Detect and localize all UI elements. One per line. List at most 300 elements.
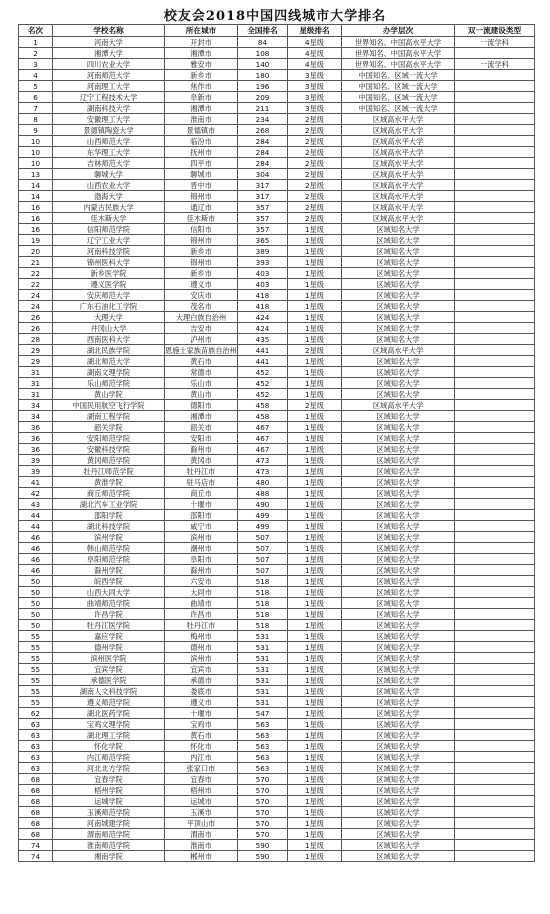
cell-school-name: 山西农业大学 [53, 180, 165, 191]
cell-star-rating: 1星级 [288, 290, 342, 301]
cell-school-name: 宝鸡文理学院 [53, 719, 165, 730]
cell-level: 区域知名大学 [342, 224, 455, 235]
cell-city: 黄石市 [165, 730, 238, 741]
cell-star-rating: 2星级 [288, 180, 342, 191]
cell-double-first-class [455, 147, 535, 158]
cell-double-first-class [455, 235, 535, 246]
cell-school-name: 山西大同大学 [53, 587, 165, 598]
cell-school-name: 渭南师范学院 [53, 829, 165, 840]
cell-city: 玉溪市 [165, 807, 238, 818]
cell-city: 新乡市 [165, 70, 238, 81]
cell-school-name: 湖南人文科技学院 [53, 686, 165, 697]
table-body [19, 37, 535, 862]
cell-city: 邵阳市 [165, 510, 238, 521]
cell-school-name: 淮南师范学院 [53, 840, 165, 851]
cell-rank: 14 [19, 191, 53, 202]
cell-star-rating: 1星级 [288, 444, 342, 455]
cell-rank: 21 [19, 257, 53, 268]
cell-star-rating: 1星级 [288, 334, 342, 345]
cell-city: 通辽市 [165, 202, 238, 213]
table-row [19, 752, 535, 763]
cell-level: 区域知名大学 [342, 356, 455, 367]
cell-level: 区域知名大学 [342, 444, 455, 455]
cell-level: 区域知名大学 [342, 411, 455, 422]
cell-national-rank: 424 [238, 312, 288, 323]
cell-national-rank: 531 [238, 653, 288, 664]
cell-national-rank: 441 [238, 345, 288, 356]
cell-city: 牡丹江市 [165, 620, 238, 631]
cell-national-rank: 211 [238, 103, 288, 114]
table-row [19, 598, 535, 609]
table-row [19, 422, 535, 433]
cell-national-rank: 531 [238, 697, 288, 708]
cell-national-rank: 209 [238, 92, 288, 103]
cell-star-rating: 1星级 [288, 323, 342, 334]
cell-national-rank: 317 [238, 180, 288, 191]
cell-national-rank: 570 [238, 818, 288, 829]
cell-level: 区域知名大学 [342, 774, 455, 785]
cell-level: 区域知名大学 [342, 785, 455, 796]
table-row [19, 345, 535, 356]
cell-star-rating: 1星级 [288, 510, 342, 521]
cell-city: 梧州市 [165, 785, 238, 796]
cell-level: 区域知名大学 [342, 818, 455, 829]
cell-rank: 62 [19, 708, 53, 719]
cell-national-rank: 234 [238, 114, 288, 125]
cell-rank: 26 [19, 323, 53, 334]
cell-rank: 74 [19, 840, 53, 851]
cell-double-first-class [455, 477, 535, 488]
cell-rank: 50 [19, 587, 53, 598]
table-row [19, 653, 535, 664]
cell-school-name: 湖南科技大学 [53, 103, 165, 114]
cell-city: 十堰市 [165, 708, 238, 719]
cell-rank: 68 [19, 807, 53, 818]
cell-city: 新乡市 [165, 246, 238, 257]
cell-star-rating: 4星级 [288, 59, 342, 70]
cell-double-first-class [455, 653, 535, 664]
cell-national-rank: 590 [238, 840, 288, 851]
table-row [19, 81, 535, 92]
cell-double-first-class [455, 587, 535, 598]
cell-school-name: 许昌学院 [53, 609, 165, 620]
cell-city: 信阳市 [165, 224, 238, 235]
cell-star-rating: 2星级 [288, 202, 342, 213]
cell-star-rating: 1星级 [288, 378, 342, 389]
cell-rank: 2 [19, 48, 53, 59]
cell-national-rank: 84 [238, 37, 288, 48]
cell-rank: 41 [19, 477, 53, 488]
cell-star-rating: 1星级 [288, 411, 342, 422]
cell-national-rank: 570 [238, 829, 288, 840]
cell-double-first-class [455, 763, 535, 774]
cell-double-first-class [455, 345, 535, 356]
table-row [19, 587, 535, 598]
cell-rank: 34 [19, 400, 53, 411]
cell-national-rank: 441 [238, 356, 288, 367]
cell-double-first-class [455, 323, 535, 334]
cell-rank: 46 [19, 565, 53, 576]
cell-school-name: 河南理工大学 [53, 81, 165, 92]
cell-double-first-class [455, 257, 535, 268]
cell-double-first-class [455, 642, 535, 653]
cell-school-name: 黄山学院 [53, 389, 165, 400]
cell-rank: 5 [19, 81, 53, 92]
cell-national-rank: 563 [238, 763, 288, 774]
cell-school-name: 商丘师范学院 [53, 488, 165, 499]
cell-school-name: 牡丹江医学院 [53, 620, 165, 631]
cell-star-rating: 1星级 [288, 851, 342, 862]
cell-double-first-class [455, 92, 535, 103]
cell-national-rank: 499 [238, 510, 288, 521]
cell-city: 佳木斯市 [165, 213, 238, 224]
cell-level: 区域知名大学 [342, 642, 455, 653]
cell-star-rating: 1星级 [288, 466, 342, 477]
cell-national-rank: 480 [238, 477, 288, 488]
table-row [19, 246, 535, 257]
cell-city: 临汾市 [165, 136, 238, 147]
table-row [19, 499, 535, 510]
cell-double-first-class [455, 543, 535, 554]
cell-level: 区域知名大学 [342, 697, 455, 708]
cell-city: 张家口市 [165, 763, 238, 774]
cell-rank: 44 [19, 510, 53, 521]
cell-national-rank: 458 [238, 400, 288, 411]
cell-school-name: 河南城建学院 [53, 818, 165, 829]
cell-level: 中国知名、区域一流大学 [342, 70, 455, 81]
cell-star-rating: 1星级 [288, 235, 342, 246]
cell-city: 德阳市 [165, 400, 238, 411]
cell-level: 区域高水平大学 [342, 202, 455, 213]
cell-rank: 50 [19, 576, 53, 587]
cell-national-rank: 570 [238, 774, 288, 785]
cell-star-rating: 1星级 [288, 631, 342, 642]
cell-star-rating: 1星级 [288, 488, 342, 499]
cell-national-rank: 570 [238, 807, 288, 818]
cell-national-rank: 452 [238, 389, 288, 400]
cell-school-name: 西南医科大学 [53, 334, 165, 345]
cell-level: 区域知名大学 [342, 851, 455, 862]
cell-double-first-class [455, 829, 535, 840]
cell-school-name: 景德镇陶瓷大学 [53, 125, 165, 136]
cell-double-first-class [455, 697, 535, 708]
cell-rank: 31 [19, 367, 53, 378]
cell-national-rank: 518 [238, 598, 288, 609]
cell-double-first-class: 一流学科 [455, 59, 535, 70]
cell-school-name: 内蒙古民族大学 [53, 202, 165, 213]
column-header-level: 办学层次 [342, 25, 455, 37]
cell-city: 内江市 [165, 752, 238, 763]
table-row [19, 444, 535, 455]
cell-city: 锦州市 [165, 235, 238, 246]
table-row [19, 532, 535, 543]
table-row [19, 708, 535, 719]
cell-star-rating: 1星级 [288, 598, 342, 609]
table-row [19, 389, 535, 400]
cell-star-rating: 1星级 [288, 730, 342, 741]
cell-level: 区域高水平大学 [342, 180, 455, 191]
cell-star-rating: 2星级 [288, 400, 342, 411]
cell-school-name: 四川农业大学 [53, 59, 165, 70]
cell-national-rank: 563 [238, 730, 288, 741]
cell-school-name: 湖北师范大学 [53, 356, 165, 367]
cell-level: 区域高水平大学 [342, 191, 455, 202]
table-row [19, 433, 535, 444]
cell-level: 区域知名大学 [342, 730, 455, 741]
cell-rank: 36 [19, 433, 53, 444]
cell-double-first-class [455, 818, 535, 829]
cell-national-rank: 590 [238, 851, 288, 862]
cell-level: 区域知名大学 [342, 708, 455, 719]
table-row [19, 301, 535, 312]
cell-rank: 10 [19, 158, 53, 169]
cell-level: 区域知名大学 [342, 763, 455, 774]
cell-school-name: 河北北方学院 [53, 763, 165, 774]
cell-level: 区域知名大学 [342, 257, 455, 268]
cell-city: 滨州市 [165, 532, 238, 543]
cell-rank: 6 [19, 92, 53, 103]
cell-double-first-class [455, 752, 535, 763]
cell-national-rank: 507 [238, 532, 288, 543]
cell-rank: 1 [19, 37, 53, 48]
cell-city: 六安市 [165, 576, 238, 587]
cell-national-rank: 531 [238, 642, 288, 653]
cell-school-name: 广东石油化工学院 [53, 301, 165, 312]
cell-rank: 16 [19, 202, 53, 213]
cell-rank: 46 [19, 543, 53, 554]
cell-double-first-class [455, 719, 535, 730]
cell-school-name: 牡丹江师范学院 [53, 466, 165, 477]
cell-double-first-class [455, 81, 535, 92]
cell-national-rank: 452 [238, 378, 288, 389]
cell-city: 抚州市 [165, 147, 238, 158]
cell-star-rating: 1星级 [288, 521, 342, 532]
cell-double-first-class [455, 565, 535, 576]
cell-city: 潮州市 [165, 543, 238, 554]
cell-double-first-class [455, 686, 535, 697]
cell-city: 滁州市 [165, 444, 238, 455]
cell-national-rank: 317 [238, 191, 288, 202]
cell-national-rank: 531 [238, 686, 288, 697]
cell-national-rank: 393 [238, 257, 288, 268]
table-row [19, 202, 535, 213]
cell-rank: 20 [19, 246, 53, 257]
cell-star-rating: 1星级 [288, 697, 342, 708]
cell-national-rank: 268 [238, 125, 288, 136]
cell-school-name: 嘉应学院 [53, 631, 165, 642]
cell-star-rating: 2星级 [288, 147, 342, 158]
cell-city: 许昌市 [165, 609, 238, 620]
cell-star-rating: 1星级 [288, 477, 342, 488]
table-row [19, 719, 535, 730]
cell-city: 黄冈市 [165, 455, 238, 466]
table-row [19, 774, 535, 785]
cell-city: 焦作市 [165, 81, 238, 92]
cell-star-rating: 1星级 [288, 686, 342, 697]
cell-double-first-class [455, 433, 535, 444]
cell-star-rating: 1星级 [288, 312, 342, 323]
cell-level: 区域知名大学 [342, 499, 455, 510]
cell-school-name: 滁州学院 [53, 565, 165, 576]
cell-star-rating: 2星级 [288, 136, 342, 147]
table-row [19, 367, 535, 378]
table-row [19, 521, 535, 532]
table-row [19, 48, 535, 59]
cell-double-first-class [455, 741, 535, 752]
table-row [19, 609, 535, 620]
table-row [19, 642, 535, 653]
cell-school-name: 吉林师范大学 [53, 158, 165, 169]
column-header-double-first-class: 双一流建设类型 [455, 25, 535, 37]
cell-city: 安庆市 [165, 290, 238, 301]
cell-level: 区域知名大学 [342, 312, 455, 323]
cell-school-name: 黄冈师范学院 [53, 455, 165, 466]
cell-city: 怀化市 [165, 741, 238, 752]
cell-rank: 24 [19, 301, 53, 312]
cell-level: 区域知名大学 [342, 235, 455, 246]
cell-national-rank: 570 [238, 796, 288, 807]
cell-school-name: 新乡医学院 [53, 268, 165, 279]
cell-school-name: 德州学院 [53, 642, 165, 653]
cell-rank: 19 [19, 235, 53, 246]
table-row [19, 59, 535, 70]
cell-rank: 10 [19, 147, 53, 158]
cell-school-name: 安徽理工大学 [53, 114, 165, 125]
table-row [19, 730, 535, 741]
cell-level: 区域知名大学 [342, 389, 455, 400]
table-row [19, 631, 535, 642]
cell-star-rating: 1星级 [288, 642, 342, 653]
cell-city: 德州市 [165, 642, 238, 653]
cell-rank: 29 [19, 345, 53, 356]
cell-school-name: 信阳师范学院 [53, 224, 165, 235]
cell-level: 区域知名大学 [342, 840, 455, 851]
column-header-national-rank: 全国排名 [238, 25, 288, 37]
cell-school-name: 中国民用航空飞行学院 [53, 400, 165, 411]
cell-school-name: 聊城大学 [53, 169, 165, 180]
cell-level: 区域知名大学 [342, 609, 455, 620]
cell-national-rank: 418 [238, 301, 288, 312]
cell-double-first-class [455, 455, 535, 466]
cell-star-rating: 1星级 [288, 774, 342, 785]
cell-level: 区域知名大学 [342, 521, 455, 532]
table-row [19, 796, 535, 807]
cell-school-name: 佳木斯大学 [53, 213, 165, 224]
cell-level: 区域知名大学 [342, 455, 455, 466]
cell-national-rank: 418 [238, 290, 288, 301]
table-row [19, 620, 535, 631]
table-row [19, 180, 535, 191]
cell-double-first-class [455, 334, 535, 345]
table-row [19, 224, 535, 235]
cell-level: 区域知名大学 [342, 719, 455, 730]
cell-star-rating: 1星级 [288, 840, 342, 851]
cell-school-name: 井冈山大学 [53, 323, 165, 334]
cell-level: 区域知名大学 [342, 796, 455, 807]
cell-national-rank: 563 [238, 741, 288, 752]
cell-star-rating: 1星级 [288, 741, 342, 752]
cell-double-first-class [455, 554, 535, 565]
cell-national-rank: 507 [238, 543, 288, 554]
column-header-city: 所在城市 [165, 25, 238, 37]
cell-double-first-class [455, 708, 535, 719]
table-row [19, 697, 535, 708]
cell-level: 区域知名大学 [342, 587, 455, 598]
cell-star-rating: 1星级 [288, 532, 342, 543]
cell-national-rank: 304 [238, 169, 288, 180]
cell-city: 景德镇市 [165, 125, 238, 136]
cell-rank: 55 [19, 664, 53, 675]
cell-rank: 46 [19, 532, 53, 543]
table-row [19, 554, 535, 565]
cell-city: 黄石市 [165, 356, 238, 367]
cell-double-first-class [455, 532, 535, 543]
cell-rank: 43 [19, 499, 53, 510]
cell-star-rating: 1星级 [288, 675, 342, 686]
cell-star-rating: 1星级 [288, 565, 342, 576]
cell-level: 区域知名大学 [342, 576, 455, 587]
cell-school-name: 遵义师范学院 [53, 697, 165, 708]
cell-double-first-class [455, 290, 535, 301]
table-row [19, 103, 535, 114]
cell-rank: 9 [19, 125, 53, 136]
cell-level: 区域高水平大学 [342, 136, 455, 147]
cell-double-first-class [455, 48, 535, 59]
cell-school-name: 安徽科技学院 [53, 444, 165, 455]
cell-school-name: 湖北民族学院 [53, 345, 165, 356]
cell-double-first-class [455, 576, 535, 587]
cell-rank: 42 [19, 488, 53, 499]
cell-double-first-class [455, 807, 535, 818]
cell-city: 恩施土家族苗族自治州 [165, 345, 237, 355]
table-row [19, 829, 535, 840]
cell-level: 区域高水平大学 [342, 158, 455, 169]
cell-star-rating: 1星级 [288, 664, 342, 675]
cell-school-name: 乐山师范学院 [53, 378, 165, 389]
table-row [19, 466, 535, 477]
cell-star-rating: 1星级 [288, 576, 342, 587]
cell-school-name: 辽宁工程技术大学 [53, 92, 165, 103]
table-row [19, 268, 535, 279]
cell-national-rank: 452 [238, 367, 288, 378]
cell-level: 区域知名大学 [342, 301, 455, 312]
cell-level: 区域知名大学 [342, 829, 455, 840]
cell-city: 聊城市 [165, 169, 238, 180]
cell-city: 泸州市 [165, 334, 238, 345]
cell-double-first-class [455, 466, 535, 477]
cell-star-rating: 1星级 [288, 257, 342, 268]
cell-national-rank: 196 [238, 81, 288, 92]
cell-level: 区域高水平大学 [342, 114, 455, 125]
cell-city: 娄底市 [165, 686, 238, 697]
cell-city: 黄山市 [165, 389, 238, 400]
cell-star-rating: 1星级 [288, 763, 342, 774]
cell-school-name: 宜宾学院 [53, 664, 165, 675]
cell-national-rank: 570 [238, 785, 288, 796]
cell-school-name: 韩山师范学院 [53, 543, 165, 554]
cell-national-rank: 357 [238, 224, 288, 235]
table-row [19, 851, 535, 862]
cell-level: 中国知名、区域一流大学 [342, 103, 455, 114]
table-row [19, 191, 535, 202]
table-row [19, 477, 535, 488]
cell-star-rating: 1星级 [288, 653, 342, 664]
cell-city: 驻马店市 [165, 477, 238, 488]
cell-star-rating: 2星级 [288, 191, 342, 202]
cell-school-name: 湖北理工学院 [53, 730, 165, 741]
cell-national-rank: 365 [238, 235, 288, 246]
column-header-star-rating: 星级排名 [288, 25, 342, 37]
